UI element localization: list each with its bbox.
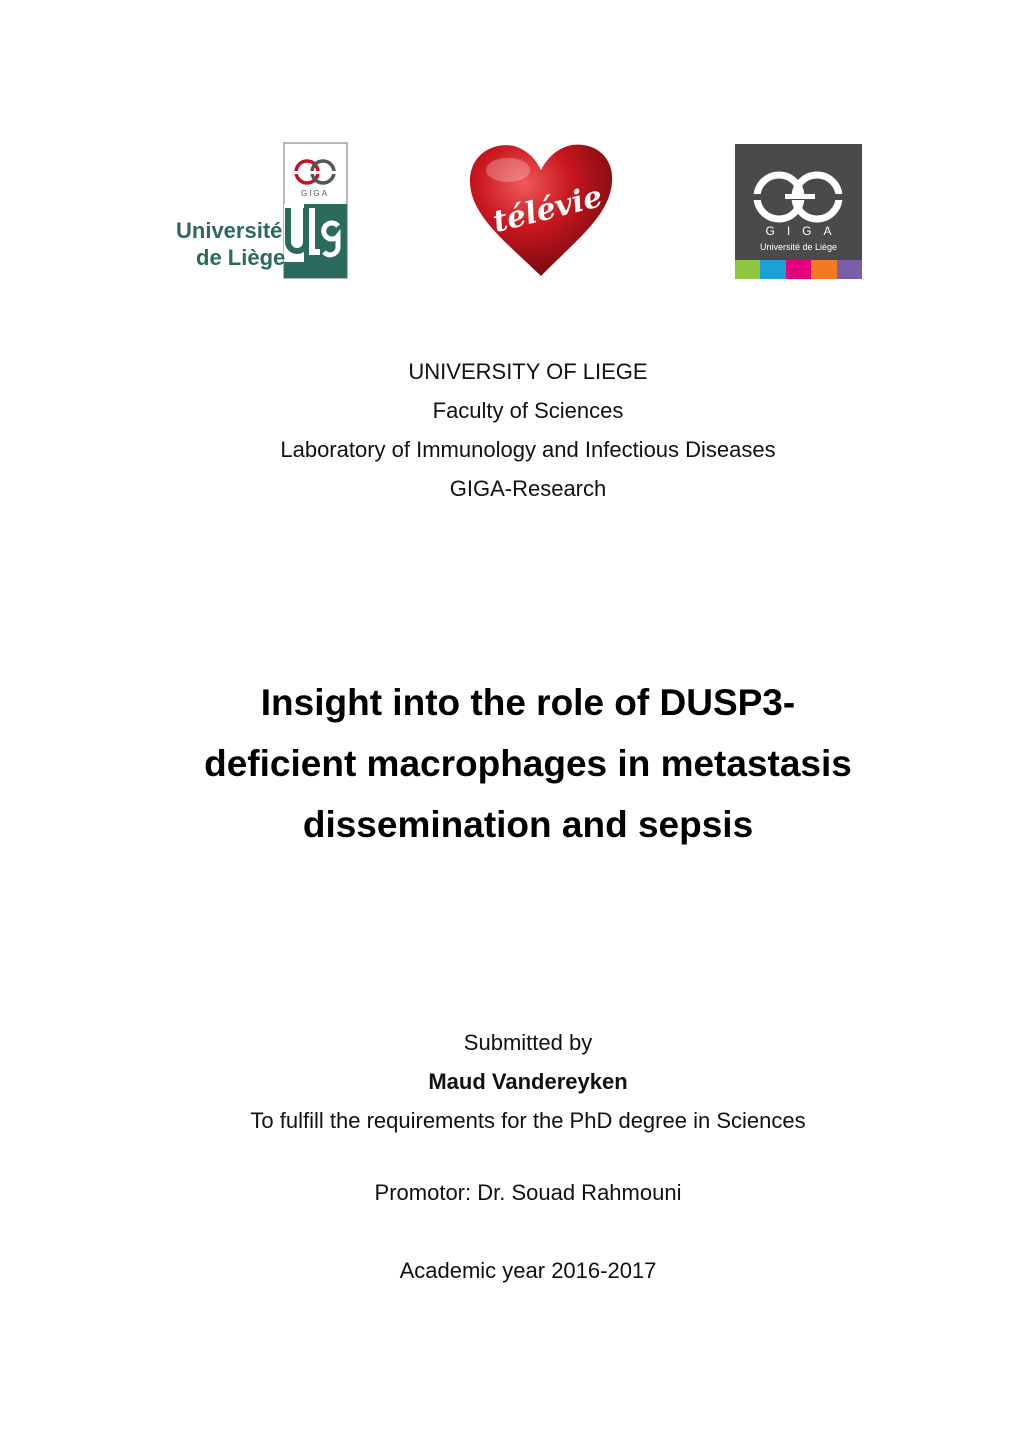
university-name: UNIVERSITY OF LIEGE: [408, 359, 648, 384]
faculty-name: Faculty of Sciences: [432, 398, 624, 423]
degree-requirement: To fulfill the requirements for the PhD degree in Sciences: [250, 1108, 806, 1133]
giga-logo-name: GIGA: [765, 224, 844, 238]
svg-text:GIGA: GIGA: [300, 189, 330, 198]
submission-block: [0, 1023, 1020, 1140]
televie-heart-logo: [466, 142, 616, 280]
thesis-title-line2: deficient macrophages in metastasis: [204, 743, 852, 784]
ulg-logo-text-line2: de Liège: [196, 245, 286, 270]
ulg-logo-text-line1: Université: [176, 218, 283, 243]
televie-wordmark: télévie: [489, 179, 606, 240]
institution-block: [0, 352, 1020, 508]
research-center-name: GIGA-Research: [449, 476, 607, 501]
promotor: Promotor: Dr. Souad Rahmouni: [374, 1180, 682, 1205]
universite-de-liege-logo: [176, 142, 350, 280]
thesis-title: [0, 672, 1020, 855]
giga-logo: [735, 144, 862, 279]
submitted-by-label: Submitted by: [463, 1030, 593, 1055]
author-name: Maud Vandereyken: [428, 1069, 628, 1094]
thesis-title-line1: Insight into the role of DUSP3-: [260, 682, 796, 723]
thesis-title-line3: dissemination and sepsis: [302, 804, 754, 845]
academic-year: Academic year 2016-2017: [399, 1258, 657, 1283]
giga-logo-caption: Université de Liège: [759, 242, 838, 252]
laboratory-name: Laboratory of Immunology and Infectious Diseases: [280, 437, 776, 462]
